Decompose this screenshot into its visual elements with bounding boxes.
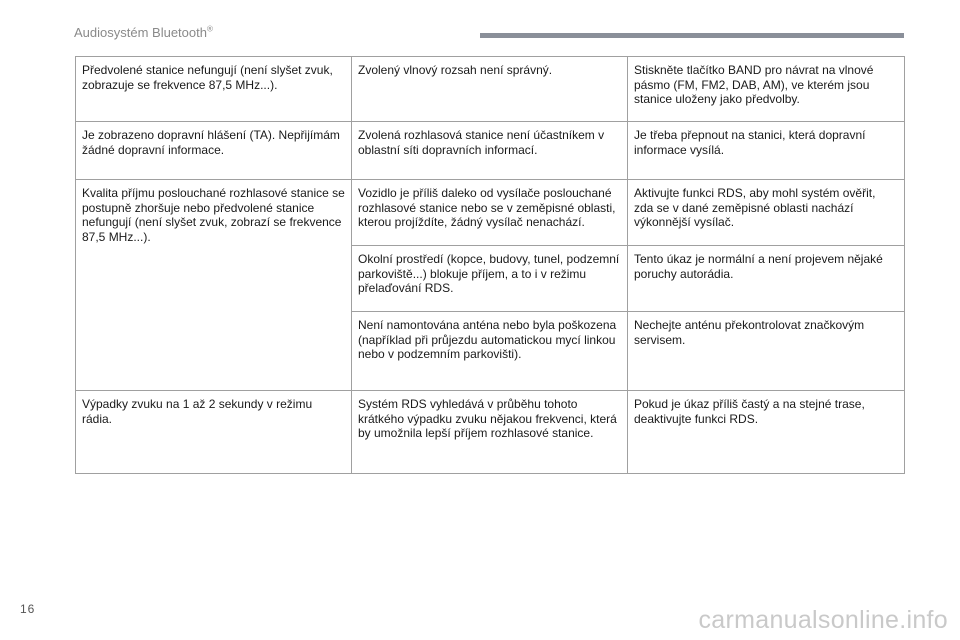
table-row [76,391,905,474]
problem-cell: Předvolené stanice nefungují (není slyšet zvuk, zobrazuje se frekvence 87,5 MHz...). [76,57,352,122]
table-row [76,57,905,122]
table-row [76,180,905,246]
cause-cell: Vozidlo je příliš daleko od vysílače poslouchané rozhlasové stanice nebo se v zeměpisné oblasti, kterou projíždíte, žádný vysílač nenachází. [352,180,628,246]
header-divider-bar [480,33,904,38]
watermark-text: carmanualsonline.info [698,606,948,634]
solution-cell: Tento úkaz je normální a není projevem nějaké poruchy autorádia. [628,246,905,312]
solution-cell: Stiskněte tlačítko BAND pro návrat na vlnové pásmo (FM, FM2, DAB, AM), ve kterém jsou stanice uloženy jako předvolby. [628,57,905,122]
registered-mark: ® [206,24,213,34]
solution-cell: Nechejte anténu překontrolovat značkovým servisem. [628,312,905,391]
solution-cell: Aktivujte funkci RDS, aby mohl systém ověřit, zda se v dané zeměpisné oblasti nachází výkonnější vysílač. [628,180,905,246]
header-title-text: Audiosystém Bluetooth [74,25,207,40]
problem-cell: Výpadky zvuku na 1 až 2 sekundy v režimu rádia. [76,391,352,474]
cause-cell: Zvolená rozhlasová stanice není účastníkem v oblastní síti dopravních informací. [352,122,628,180]
troubleshooting-table [75,56,905,474]
cause-cell: Systém RDS vyhledává v průběhu tohoto krátkého výpadku zvuku nějakou frekvenci, která by umožnila lepší příjem rozhlasové stanice. [352,391,628,474]
page-header-title [74,25,213,40]
cause-cell: Není namontována anténa nebo byla poškozena (například při průjezdu automatickou mycí linkou nebo v podzemním parkovišti). [352,312,628,391]
page-number: 16 [20,602,36,616]
problem-cell: Je zobrazeno dopravní hlášení (TA). Nepřijímám žádné dopravní informace. [76,122,352,180]
problem-cell: Kvalita příjmu poslouchané rozhlasové stanice se postupně zhoršuje nebo předvolené stanice nefungují (není slyšet zvuk, zobrazí se frekvence 87,5 MHz...). [76,180,352,391]
cause-cell: Zvolený vlnový rozsah není správný. [352,57,628,122]
solution-cell: Je třeba přepnout na stanici, která dopravní informace vysílá. [628,122,905,180]
cause-cell: Okolní prostředí (kopce, budovy, tunel, podzemní parkoviště...) blokuje příjem, a to i v režimu přelaďování RDS. [352,246,628,312]
table-row [76,122,905,180]
solution-cell: Pokud je úkaz příliš častý a na stejné trase, deaktivujte funkci RDS. [628,391,905,474]
